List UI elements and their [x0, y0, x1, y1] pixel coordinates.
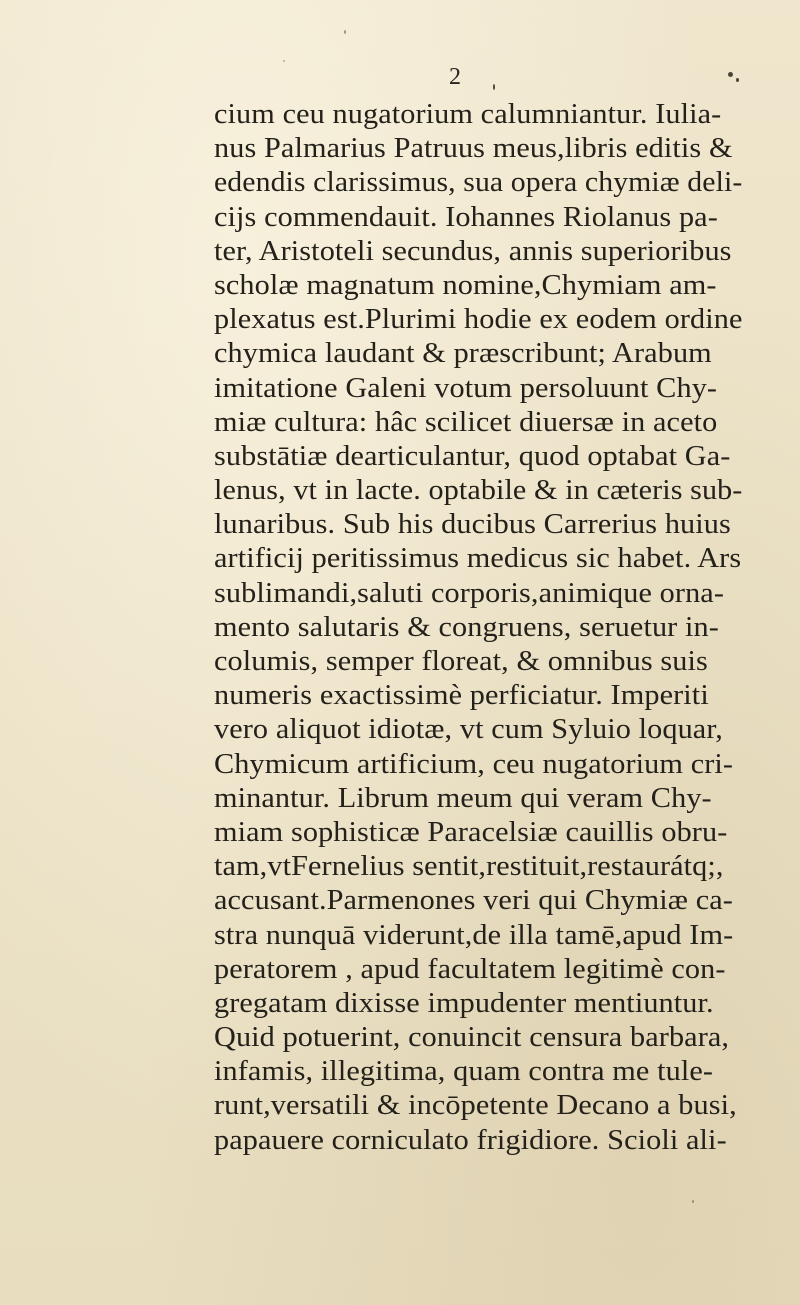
paper-speck: [493, 84, 495, 90]
text-line: nus Palmarius Patruus meus,libris editis &: [214, 133, 733, 165]
paper-speck: [344, 30, 346, 34]
text-line: substātiæ dearticulantur, quod optabat Ga-: [214, 440, 731, 472]
text-line: ter, Aristoteli secundus, annis superioribus: [214, 235, 732, 267]
text-line: sublimandi,saluti corporis,animique orna-: [214, 577, 725, 609]
text-line: stra nunquā viderunt,de illa tamē,apud Im-: [214, 919, 734, 951]
text-line: accusant.Parmenones veri qui Chymiæ ca-: [214, 885, 733, 917]
text-line: numeris exactissimè perficiatur. Imperiti: [214, 680, 709, 712]
text-line: cium ceu nugatorium calumniantur. Iulia-: [214, 99, 722, 130]
text-line: columis, semper floreat, & omnibus suis: [214, 646, 708, 677]
paper-speck: [283, 60, 285, 62]
text-line: minantur. Librum meum qui veram Chy-: [214, 782, 712, 814]
text-line: chymica laudant & præscribunt; Arabum: [214, 338, 712, 370]
text-line: tam,vtFernelius sentit,restituit,restaurátq;,: [214, 851, 724, 883]
text-line: papauere corniculato frigidiore. Scioli ali-: [214, 1124, 727, 1156]
text-line: vero aliquot idiotæ, vt cum Syluio loquar,: [214, 714, 723, 746]
text-line: runt,versatili & incōpetente Decano a busi,: [214, 1090, 737, 1122]
text-line: artificij peritissimus medicus sic habet. Ars: [214, 543, 742, 575]
text-line: infamis, illegitima, quam contra me tule-: [214, 1056, 714, 1088]
paper-speck: [736, 78, 739, 82]
text-line: edendis clarissimus, sua opera chymiæ deli-: [214, 167, 743, 199]
paper-speck: [692, 1200, 694, 1203]
text-line: Chymicum artificium, ceu nugatorium cri-: [214, 748, 734, 780]
text-line: lenus, vt in lacte. optabile & in cæteris sub-: [214, 475, 743, 507]
text-line: miæ cultura: hâc scilicet diuersæ in aceto: [214, 406, 718, 438]
text-line: Quid potuerint, conuincit censura barbara,: [214, 1022, 730, 1054]
text-line: scholæ magnatum nomine,Chymiam am-: [214, 269, 717, 301]
page-number: 2: [449, 64, 461, 90]
text-line: gregatam dixisse impudenter mentiuntur.: [214, 987, 714, 1019]
text-line: imitatione Galeni votum persoluunt Chy-: [214, 372, 718, 404]
body-text: [214, 98, 742, 1158]
text-line: cijs commendauit. Iohannes Riolanus pa-: [214, 201, 718, 233]
text-line: plexatus est.Plurimi hodie ex eodem ordine: [214, 304, 743, 336]
text-line: miam sophisticæ Paracelsiæ cauillis obru-: [214, 816, 728, 848]
text-line: peratorem , apud facultatem legitimè con-: [214, 953, 726, 985]
text-line: mento salutaris & congruens, seruetur in-: [214, 611, 719, 643]
paper-speck: [728, 72, 733, 77]
text-line: lunaribus. Sub his ducibus Carrerius huius: [214, 509, 731, 541]
